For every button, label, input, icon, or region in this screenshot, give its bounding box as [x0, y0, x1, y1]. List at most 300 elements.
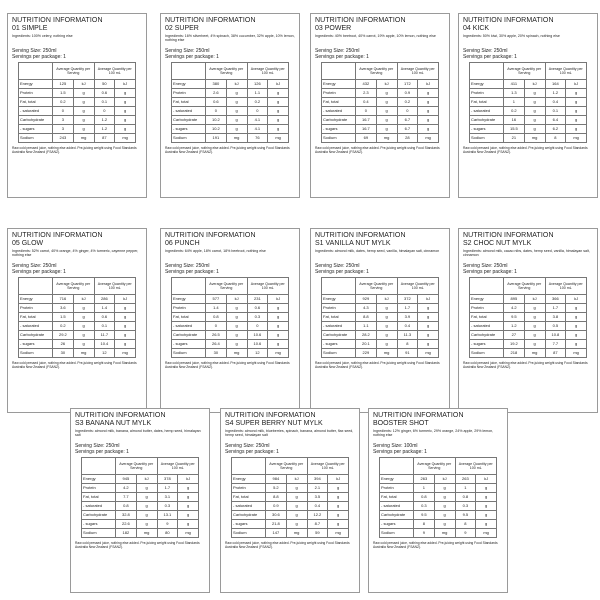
per-100ml-value: 0.1	[545, 107, 566, 116]
per-100ml-value: 0.5	[545, 322, 566, 331]
nutrient-row	[470, 313, 587, 322]
nutrient-label: Sodium	[232, 529, 266, 538]
unit: g	[178, 511, 199, 520]
unit: g	[434, 484, 455, 493]
per-100ml-value: 1.2	[94, 125, 115, 134]
nutrient-row	[172, 116, 289, 125]
nutrient-label: Sodium	[172, 134, 206, 143]
per-100ml-value: 0	[247, 322, 268, 331]
table-header-row	[172, 278, 289, 295]
nutrient-label: Carbohydrate	[172, 116, 206, 125]
unit: g	[328, 520, 349, 529]
nutrient-row	[19, 304, 136, 313]
unit: mg	[524, 349, 545, 358]
per-serving-header: Average Quantity per Serving	[116, 458, 158, 475]
unit: g	[524, 89, 545, 98]
per-100ml-value: 9	[157, 520, 178, 529]
per-serving-value: 1	[504, 98, 525, 107]
serving-size: Serving Size: 250ml	[463, 48, 508, 54]
unit: g	[434, 520, 455, 529]
per-100ml-header: Average Quantity per 100 mL	[397, 278, 439, 295]
nutrient-label: Sodium	[19, 349, 53, 358]
footnote: Raw cold pressed juice, nothing else added. Pre-juicing weight using Food Standards Australia New Zealand (FSANZ).	[165, 361, 290, 370]
nutrition-table	[18, 62, 136, 143]
per-serving-value: 0	[206, 322, 227, 331]
unit: g	[418, 107, 439, 116]
per-serving-value: 0	[53, 107, 74, 116]
unit: g	[268, 125, 289, 134]
per-serving-value: 30	[53, 349, 74, 358]
card-header: NUTRITION INFORMATION	[225, 412, 316, 419]
per-serving-value: 3	[53, 116, 74, 125]
nutrient-row	[172, 125, 289, 134]
unit: g	[73, 304, 94, 313]
nutrient-label: - saturated	[380, 502, 414, 511]
nutrient-row	[19, 313, 136, 322]
servings-per-package: Servings per package: 1	[315, 268, 369, 275]
nutrient-row	[19, 107, 136, 116]
unit: g	[524, 340, 545, 349]
per-100ml-value: 28	[397, 134, 418, 143]
nutrient-row	[172, 98, 289, 107]
nutrient-label: Protein	[470, 304, 504, 313]
unit: g	[73, 98, 94, 107]
unit: g	[376, 89, 397, 98]
unit: g	[268, 304, 289, 313]
per-serving-value: 0	[356, 107, 377, 116]
unit: g	[476, 511, 497, 520]
per-100ml-value: 4.1	[247, 116, 268, 125]
per-serving-value: 16	[504, 116, 525, 125]
unit: g	[226, 107, 247, 116]
per-serving-value: 20.1	[356, 340, 377, 349]
nutrient-row	[322, 331, 439, 340]
unit: g	[286, 511, 307, 520]
per-100ml-value: 80	[157, 529, 178, 538]
card-header: NUTRITION INFORMATION	[373, 412, 464, 419]
per-100ml-value: 12.2	[307, 511, 328, 520]
nutrient-label: Fat, total	[19, 98, 53, 107]
unit: mg	[268, 134, 289, 143]
unit: kJ	[376, 295, 397, 304]
unit: g	[524, 313, 545, 322]
unit: g	[136, 502, 157, 511]
nutrient-label: Energy	[470, 295, 504, 304]
nutrient-label: Carbohydrate	[322, 331, 356, 340]
unit: g	[268, 313, 289, 322]
per-100ml-value: 3.8	[545, 313, 566, 322]
footnote: Raw cold pressed juice, nothing else added. Pre-juicing weight using Food Standards Australia New Zealand (FSANZ).	[225, 541, 350, 550]
unit: mg	[376, 349, 397, 358]
per-100ml-header: Average Quantity per 100 mL	[397, 63, 439, 80]
nutrient-label: - sugars	[380, 520, 414, 529]
per-100ml-value: 12	[94, 349, 115, 358]
nutrient-label: - saturated	[172, 107, 206, 116]
servings-per-package: Servings per package: 1	[75, 448, 129, 455]
per-100ml-header: Average Quantity per 100 mL	[247, 63, 289, 80]
unit: g	[268, 116, 289, 125]
unit: kJ	[268, 80, 289, 89]
unit: mg	[73, 134, 94, 143]
nutrient-row	[470, 295, 587, 304]
nutrient-row	[82, 484, 199, 493]
per-serving-value: 0.8	[414, 493, 435, 502]
nutrient-label: - saturated	[19, 322, 53, 331]
card-header: NUTRITION INFORMATION	[463, 232, 554, 239]
nutrient-label: Energy	[470, 80, 504, 89]
nutrient-label: - sugars	[470, 340, 504, 349]
per-100ml-value: 126	[247, 80, 268, 89]
per-100ml-value: 0.6	[94, 89, 115, 98]
per-serving-header: Average Quantity per Serving	[356, 278, 398, 295]
footnote: Raw cold pressed juice, nothing else added. Pre-juicing weight using Food Standards Australia New Zealand (FSANZ).	[463, 146, 588, 155]
serving-size: Serving Size: 250ml	[165, 48, 210, 54]
per-serving-value: 0.2	[504, 107, 525, 116]
nutrient-label: - saturated	[232, 502, 266, 511]
table-header-row	[232, 458, 349, 475]
per-100ml-value: 9.5	[455, 511, 476, 520]
per-100ml-value: 59	[307, 529, 328, 538]
nutrient-label: Carbohydrate	[470, 116, 504, 125]
blank-header-cell	[19, 63, 53, 80]
per-100ml-value: 6.7	[397, 125, 418, 134]
nutrient-row	[19, 340, 136, 349]
unit: mg	[226, 349, 247, 358]
nutrition-card	[310, 228, 450, 413]
per-serving-value: 4.2	[116, 484, 137, 493]
footnote: Raw cold pressed juice, nothing else added. Pre-juicing weight using Food Standards Australia New Zealand (FSANZ).	[463, 361, 588, 370]
nutrient-row	[232, 502, 349, 511]
nutrient-label: Sodium	[19, 134, 53, 143]
per-100ml-value: 0.4	[307, 502, 328, 511]
unit: g	[178, 484, 199, 493]
nutrition-card	[458, 228, 598, 413]
unit: g	[376, 322, 397, 331]
unit: g	[115, 331, 136, 340]
table-header-row	[322, 278, 439, 295]
product-name: S3 BANANA NUT MYLK	[75, 420, 152, 427]
nutrition-card	[70, 408, 210, 593]
unit: g	[73, 313, 94, 322]
unit: g	[418, 313, 439, 322]
ingredients-text: Ingredients: 50% kiwi, 30% apple, 20% spinach, nothing else	[463, 34, 560, 38]
product-name: 03 POWER	[315, 25, 352, 32]
ingredients-text: Ingredients: 16% silverbeet, 4% spinach, 38% cucumber, 32% apple, 10% lemon, nothing else	[165, 34, 295, 43]
nutrition-table	[81, 457, 199, 538]
card-header: NUTRITION INFORMATION	[12, 232, 103, 239]
unit: g	[115, 116, 136, 125]
unit: g	[434, 493, 455, 502]
per-serving-value: 9	[414, 529, 435, 538]
nutrient-label: Sodium	[322, 134, 356, 143]
table-header-row	[470, 278, 587, 295]
per-serving-value: 26.4	[206, 340, 227, 349]
nutrient-row	[19, 331, 136, 340]
nutrient-row	[232, 475, 349, 484]
unit: g	[418, 340, 439, 349]
per-serving-value: 21	[504, 134, 525, 143]
product-name: 05 GLOW	[12, 240, 44, 247]
per-100ml-value: 10.6	[247, 331, 268, 340]
nutrient-label: - sugars	[322, 125, 356, 134]
unit: kJ	[566, 295, 587, 304]
unit: g	[524, 116, 545, 125]
nutrient-row	[470, 304, 587, 313]
unit: g	[418, 304, 439, 313]
unit: g	[418, 89, 439, 98]
unit: g	[524, 304, 545, 313]
nutrient-row	[380, 511, 497, 520]
blank-header-cell	[82, 458, 116, 475]
per-serving-value: 432	[356, 80, 377, 89]
per-serving-value: 1	[414, 484, 435, 493]
per-serving-value: 0.4	[356, 98, 377, 107]
unit: g	[524, 98, 545, 107]
nutrient-label: Protein	[232, 484, 266, 493]
nutrient-label: Sodium	[380, 529, 414, 538]
nutrient-label: Carbohydrate	[82, 511, 116, 520]
unit: g	[268, 340, 289, 349]
unit: mg	[178, 529, 199, 538]
nutrient-row	[82, 511, 199, 520]
unit: kJ	[476, 475, 497, 484]
ingredients-text: Ingredients: 64% apple, 18% carrot, 18% beetroot, nothing else	[165, 249, 266, 253]
nutrition-table	[321, 277, 439, 358]
serving-size: Serving Size: 250ml	[315, 48, 360, 54]
nutrient-row	[172, 107, 289, 116]
per-serving-value: 411	[504, 80, 525, 89]
nutrient-row	[232, 511, 349, 520]
per-serving-value: 1.4	[206, 304, 227, 313]
nutrient-row	[172, 331, 289, 340]
serving-size: Serving Size: 250ml	[12, 263, 57, 269]
per-100ml-value: 1	[455, 484, 476, 493]
product-name: S1 VANILLA NUT MYLK	[315, 240, 391, 247]
blank-header-cell	[322, 63, 356, 80]
unit: g	[178, 493, 199, 502]
unit: g	[376, 107, 397, 116]
unit: g	[286, 484, 307, 493]
unit: kJ	[286, 475, 307, 484]
per-serving-value: 15.5	[504, 125, 525, 134]
nutrient-label: - saturated	[470, 322, 504, 331]
per-100ml-value: 1.1	[247, 89, 268, 98]
product-name: 01 SIMPLE	[12, 25, 48, 32]
servings-per-package: Servings per package: 1	[315, 53, 369, 60]
per-100ml-value: 0	[94, 107, 115, 116]
unit: g	[226, 322, 247, 331]
nutrient-label: - saturated	[172, 322, 206, 331]
nutrient-label: Carbohydrate	[172, 331, 206, 340]
table-header-row	[172, 63, 289, 80]
per-100ml-value: 0.2	[247, 98, 268, 107]
per-100ml-value: 0.1	[94, 322, 115, 331]
unit: mg	[136, 529, 157, 538]
nutrient-label: - saturated	[322, 107, 356, 116]
unit: g	[286, 493, 307, 502]
nutrient-row	[322, 134, 439, 143]
nutrient-row	[470, 134, 587, 143]
per-serving-value: 32.8	[116, 511, 137, 520]
per-serving-value: 125	[53, 80, 74, 89]
per-100ml-value: 0	[247, 107, 268, 116]
unit: kJ	[73, 295, 94, 304]
card-header: NUTRITION INFORMATION	[315, 232, 406, 239]
per-100ml-value: 372	[397, 295, 418, 304]
per-100ml-value: 8.7	[307, 520, 328, 529]
nutrient-row	[470, 98, 587, 107]
table-header-row	[19, 63, 136, 80]
per-serving-header: Average Quantity per Serving	[356, 63, 398, 80]
nutrient-label: Protein	[470, 89, 504, 98]
product-name: 02 SUPER	[165, 25, 199, 32]
unit: g	[136, 520, 157, 529]
nutrient-row	[380, 484, 497, 493]
unit: g	[376, 340, 397, 349]
per-serving-value: 3	[53, 125, 74, 134]
nutrient-row	[470, 331, 587, 340]
per-serving-value: 895	[504, 295, 525, 304]
table-header-row	[19, 278, 136, 295]
unit: g	[524, 322, 545, 331]
nutrient-label: - sugars	[19, 340, 53, 349]
nutrient-label: Energy	[82, 475, 116, 484]
nutrient-row	[380, 502, 497, 511]
per-serving-value: 69	[356, 134, 377, 143]
nutrient-label: Protein	[172, 89, 206, 98]
per-100ml-value: 0.3	[455, 502, 476, 511]
nutrient-row	[322, 80, 439, 89]
unit: g	[566, 116, 587, 125]
nutrient-label: Energy	[172, 80, 206, 89]
nutrient-label: Fat, total	[172, 313, 206, 322]
per-100ml-header: Average Quantity per 100 mL	[157, 458, 199, 475]
per-serving-value: 2.3	[356, 89, 377, 98]
per-100ml-value: 1.2	[94, 116, 115, 125]
unit: mg	[418, 349, 439, 358]
unit: g	[115, 340, 136, 349]
ingredients-text: Ingredients: 12% ginger, 6% turmeric, 29% orange, 24% apple, 29% lemon, nothing else	[373, 429, 494, 438]
ingredients-text: Ingredients: 40% beetroot, 40% carrot, 19% apple, 10% lemon, nothing else	[315, 34, 436, 38]
nutrition-table	[231, 457, 349, 538]
per-serving-value: 21.8	[266, 520, 287, 529]
nutrition-table	[379, 457, 497, 538]
servings-per-package: Servings per package: 1	[165, 53, 219, 60]
unit: mg	[434, 529, 455, 538]
per-100ml-value: 9	[455, 529, 476, 538]
nutrient-row	[470, 349, 587, 358]
per-serving-value: 716	[53, 295, 74, 304]
blank-header-cell	[470, 278, 504, 295]
unit: g	[115, 98, 136, 107]
per-serving-header: Average Quantity per Serving	[206, 63, 248, 80]
unit: g	[566, 89, 587, 98]
unit: g	[524, 107, 545, 116]
footnote: Raw cold pressed juice, nothing else added. Pre-juicing weight using Food Standards Australia New Zealand (FSANZ).	[75, 541, 200, 550]
per-serving-value: 3.6	[53, 304, 74, 313]
per-serving-value: 0.2	[53, 322, 74, 331]
blank-header-cell	[380, 458, 414, 475]
per-100ml-value: 8	[397, 340, 418, 349]
nutrition-table	[18, 277, 136, 358]
per-serving-header: Average Quantity per Serving	[414, 458, 456, 475]
unit: mg	[566, 349, 587, 358]
per-serving-value: 0	[206, 107, 227, 116]
nutrient-label: - sugars	[322, 340, 356, 349]
nutrition-table	[321, 62, 439, 143]
nutrient-row	[82, 520, 199, 529]
per-serving-value: 8.8	[356, 313, 377, 322]
unit: g	[328, 484, 349, 493]
nutrition-table	[171, 62, 289, 143]
blank-header-cell	[172, 63, 206, 80]
unit: g	[328, 511, 349, 520]
unit: g	[73, 331, 94, 340]
unit: mg	[418, 134, 439, 143]
unit: mg	[524, 134, 545, 143]
nutrient-label: Energy	[172, 295, 206, 304]
nutrient-label: - sugars	[232, 520, 266, 529]
nutrient-row	[470, 116, 587, 125]
per-100ml-value: 0.1	[94, 98, 115, 107]
nutrient-row	[380, 529, 497, 538]
nutrient-row	[470, 89, 587, 98]
nutrient-label: Protein	[322, 89, 356, 98]
nutrient-row	[19, 322, 136, 331]
product-name: BOOSTER SHOT	[373, 420, 429, 427]
per-100ml-value: 87	[94, 134, 115, 143]
unit: kJ	[566, 80, 587, 89]
serving-size: Serving Size: 250ml	[463, 263, 508, 269]
blank-header-cell	[322, 278, 356, 295]
unit: g	[418, 125, 439, 134]
per-100ml-value: 91	[397, 349, 418, 358]
per-100ml-value: 0.2	[397, 98, 418, 107]
per-serving-value: 945	[116, 475, 137, 484]
unit: g	[226, 313, 247, 322]
unit: g	[226, 304, 247, 313]
nutrient-row	[232, 520, 349, 529]
ingredients-text: Ingredients: almond milk, dates, hemp seed, vanilla, himalayan salt, cinnamon	[315, 249, 440, 253]
footnote: Raw cold pressed juice, nothing else added. Pre-juicing weight using Food Standards Australia New Zealand (FSANZ).	[165, 146, 290, 155]
unit: g	[286, 502, 307, 511]
per-100ml-header: Average Quantity per 100 mL	[545, 63, 587, 80]
per-serving-header: Average Quantity per Serving	[266, 458, 308, 475]
nutrient-row	[232, 484, 349, 493]
nutrient-row	[322, 89, 439, 98]
per-serving-value: 218	[504, 349, 525, 358]
unit: g	[136, 511, 157, 520]
per-serving-value: 263	[414, 475, 435, 484]
unit: mg	[268, 349, 289, 358]
nutrient-row	[172, 80, 289, 89]
nutrient-label: - saturated	[322, 322, 356, 331]
per-100ml-value: 8	[545, 134, 566, 143]
nutrient-row	[172, 349, 289, 358]
per-100ml-header: Average Quantity per 100 mL	[307, 458, 349, 475]
servings-per-package: Servings per package: 1	[165, 268, 219, 275]
per-serving-value: 577	[206, 295, 227, 304]
unit: mg	[73, 349, 94, 358]
per-100ml-value: 231	[247, 295, 268, 304]
card-header: NUTRITION INFORMATION	[12, 17, 103, 24]
unit: g	[115, 322, 136, 331]
per-100ml-value: 378	[157, 475, 178, 484]
nutrient-label: Carbohydrate	[322, 116, 356, 125]
product-name: S2 CHOC NUT MYLK	[463, 240, 532, 247]
per-100ml-value: 6.7	[397, 116, 418, 125]
per-serving-value: 147	[266, 529, 287, 538]
